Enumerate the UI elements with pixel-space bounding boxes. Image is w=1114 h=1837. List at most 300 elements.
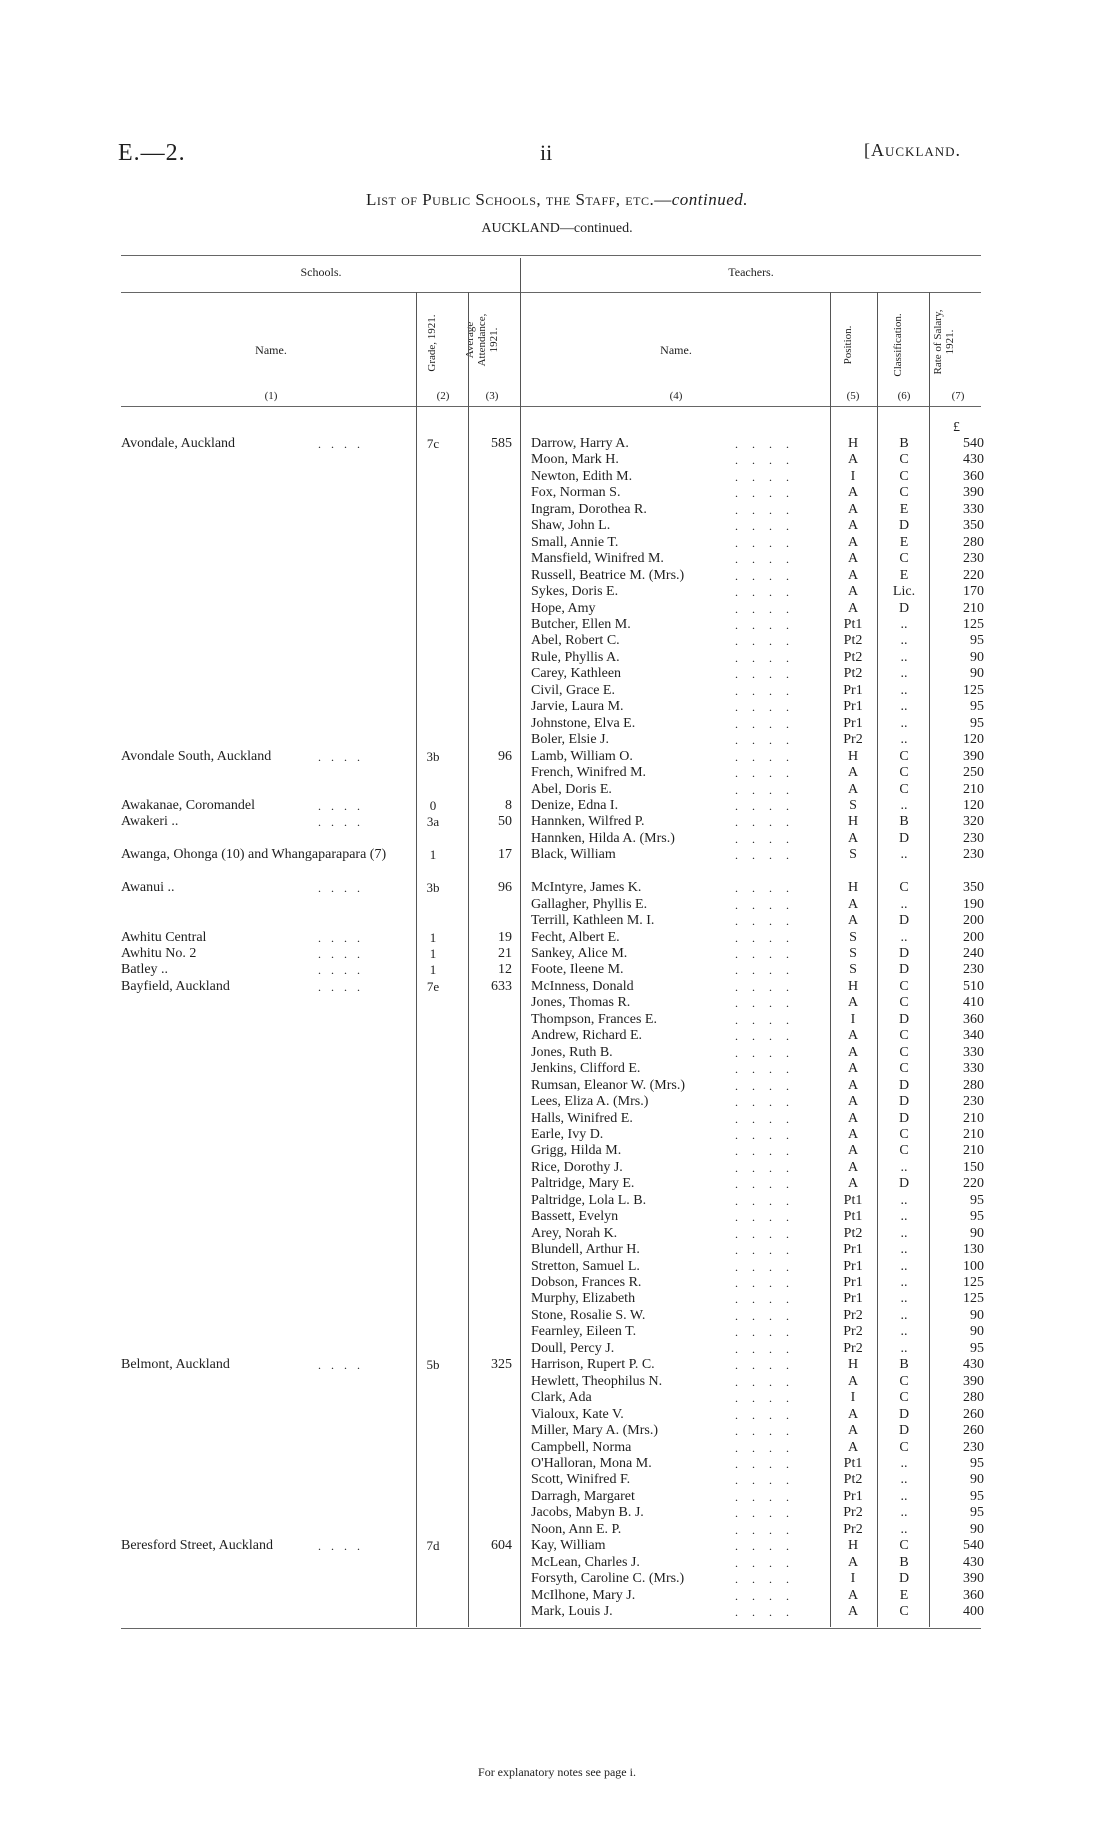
teacher-name: Halls, Winifred E. xyxy=(531,1110,633,1126)
teacher-salary: 95 xyxy=(970,715,984,731)
teacher-classification: D xyxy=(898,1094,910,1109)
teacher-salary: 125 xyxy=(963,1291,984,1307)
teacher-position: A xyxy=(847,781,859,797)
teacher-classification: C xyxy=(899,1044,909,1060)
table-row xyxy=(0,1571,1114,1587)
teacher-name: Kay, William xyxy=(531,1538,606,1554)
table-row xyxy=(0,897,1114,913)
teacher-classification: D xyxy=(898,830,910,846)
table-row xyxy=(0,1176,1114,1192)
teacher-name: Blundell, Arthur H. xyxy=(531,1242,640,1258)
table-row xyxy=(0,1374,1114,1390)
teacher-salary: 125 xyxy=(963,682,984,698)
teacher-salary: 210 xyxy=(963,1110,984,1126)
leader-dots: .... xyxy=(735,1210,803,1225)
teacher-position: A xyxy=(847,1554,859,1570)
teacher-classification: B xyxy=(899,1357,909,1373)
school-name: Awhitu Central xyxy=(121,929,207,945)
teacher-position: A xyxy=(847,1587,859,1603)
table-row xyxy=(0,699,1114,715)
teacher-name: Campbell, Norma xyxy=(531,1439,632,1455)
school-grade: 3b xyxy=(426,748,440,764)
table-row xyxy=(0,1423,1114,1439)
teacher-name: Jarvie, Laura M. xyxy=(531,699,624,715)
teacher-salary: 540 xyxy=(963,436,984,451)
leader-dots: .... xyxy=(735,1506,803,1521)
teacher-classification: .. xyxy=(900,1521,908,1537)
school-attendance: 96 xyxy=(498,880,512,896)
teacher-classification: .. xyxy=(900,929,908,945)
table-row xyxy=(0,913,1114,929)
teacher-classification: C xyxy=(899,781,909,797)
teacher-name: McIntyre, James K. xyxy=(531,880,642,896)
table-row xyxy=(0,568,1114,584)
table-row xyxy=(0,683,1114,699)
teacher-name: Paltridge, Mary E. xyxy=(531,1176,635,1192)
teacher-salary: 95 xyxy=(970,1488,984,1504)
school-name: Avondale, Auckland xyxy=(121,436,236,451)
teacher-salary: 190 xyxy=(963,896,984,912)
teacher-name: Denize, Edna I. xyxy=(531,797,619,813)
teacher-position: Pr1 xyxy=(843,1488,863,1504)
teacher-classification: C xyxy=(899,1439,909,1455)
table-row xyxy=(0,436,1114,452)
teacher-salary: 150 xyxy=(963,1159,984,1175)
teacher-name: Gallagher, Phyllis E. xyxy=(531,896,648,912)
teacher-position: Pr2 xyxy=(843,1505,863,1521)
leader-dots: .... xyxy=(735,650,803,665)
school-grade: 0 xyxy=(429,797,437,813)
leader-dots: .... xyxy=(735,1243,803,1258)
teacher-classification: C xyxy=(899,748,909,764)
teacher-salary: 200 xyxy=(963,929,984,945)
table-row xyxy=(0,962,1114,978)
teacher-name: Newton, Edith M. xyxy=(531,468,633,484)
leader-dots: .... xyxy=(735,1440,803,1455)
teacher-salary: 210 xyxy=(963,600,984,616)
table-row xyxy=(0,1012,1114,1028)
teacher-salary: 240 xyxy=(963,946,984,961)
teacher-name: Russell, Beatrice M. (Mrs.) xyxy=(531,567,685,583)
teacher-classification: C xyxy=(899,978,909,994)
teacher-name: Murphy, Elizabeth xyxy=(531,1291,636,1307)
teacher-classification: .. xyxy=(900,699,908,715)
teacher-salary: 90 xyxy=(970,649,984,665)
teacher-salary: 390 xyxy=(963,485,984,501)
school-attendance: 633 xyxy=(491,978,512,994)
page-subtitle: AUCKLAND—continued. xyxy=(481,221,633,236)
school-attendance: 19 xyxy=(498,929,512,945)
page-number: ii xyxy=(540,140,553,165)
leader-dots: .... xyxy=(318,930,370,945)
teacher-classification: C xyxy=(899,485,909,501)
teacher-name: Boler, Elsie J. xyxy=(531,732,609,748)
teacher-name: Carey, Kathleen xyxy=(531,666,622,682)
leader-dots: .... xyxy=(735,1473,803,1488)
teacher-position: Pr2 xyxy=(843,1521,863,1537)
table-row xyxy=(0,1588,1114,1604)
teacher-position: H xyxy=(847,436,859,451)
teacher-salary: 230 xyxy=(963,1094,984,1109)
leader-dots: .... xyxy=(318,1539,370,1554)
leader-dots: .... xyxy=(318,881,370,896)
teacher-salary: 120 xyxy=(963,797,984,813)
leader-dots: .... xyxy=(735,1588,803,1603)
leader-dots: .... xyxy=(735,782,803,797)
teacher-position: Pr2 xyxy=(843,1340,863,1356)
teacher-position: A xyxy=(847,1077,859,1093)
leader-dots: .... xyxy=(735,815,803,830)
table-row xyxy=(0,1160,1114,1176)
school-grade: 1 xyxy=(429,946,437,961)
teacher-salary: 90 xyxy=(970,666,984,682)
teacher-classification: .. xyxy=(900,1307,908,1323)
teacher-name: Bassett, Evelyn xyxy=(531,1209,619,1225)
school-grade: 1 xyxy=(429,929,437,945)
teacher-position: A xyxy=(847,1110,859,1126)
school-grade: 7d xyxy=(426,1538,440,1554)
table-row xyxy=(0,601,1114,617)
leader-dots: .... xyxy=(735,1407,803,1422)
teacher-classification: C xyxy=(899,1028,909,1044)
table-row xyxy=(0,1143,1114,1159)
leader-dots: .... xyxy=(735,848,803,863)
table-row xyxy=(0,831,1114,847)
teacher-position: H xyxy=(847,814,859,830)
leader-dots: .... xyxy=(735,1341,803,1356)
teacher-position: Pt2 xyxy=(843,649,863,665)
leader-dots: .... xyxy=(735,1456,803,1471)
leader-dots: .... xyxy=(735,1259,803,1274)
teacher-classification: C xyxy=(899,880,909,896)
leader-dots: .... xyxy=(735,568,803,583)
leader-dots: .... xyxy=(735,1308,803,1323)
table-row xyxy=(0,1489,1114,1505)
leader-dots: .... xyxy=(735,947,803,961)
leader-dots: .... xyxy=(735,469,803,484)
table-row xyxy=(0,1407,1114,1423)
school-name: Bayfield, Auckland xyxy=(121,978,230,994)
leader-dots: .... xyxy=(735,1160,803,1175)
teacher-classification: .. xyxy=(900,1258,908,1274)
table-row xyxy=(0,1028,1114,1044)
teacher-name: McInness, Donald xyxy=(531,978,634,994)
leader-dots: .... xyxy=(735,502,803,517)
leader-dots: .... xyxy=(735,1292,803,1307)
teacher-name: Shaw, John L. xyxy=(531,518,611,534)
teacher-name: Ingram, Dorothea R. xyxy=(531,501,647,517)
table-row xyxy=(0,930,1114,946)
teacher-salary: 90 xyxy=(970,1324,984,1340)
teacher-name: Rule, Phyllis A. xyxy=(531,649,620,665)
teacher-classification: Lic. xyxy=(892,584,916,600)
teacher-salary: 280 xyxy=(963,534,984,550)
table-row xyxy=(0,1061,1114,1077)
teacher-salary: 220 xyxy=(963,567,984,583)
table-row xyxy=(0,880,1114,896)
col-num-3: (3) xyxy=(485,390,499,402)
col-num-4: (4) xyxy=(669,390,683,402)
rule-bottom xyxy=(121,1628,981,1629)
teacher-classification: .. xyxy=(900,1455,908,1471)
table-row xyxy=(0,535,1114,551)
leader-dots: .... xyxy=(735,634,803,649)
teacher-position: H xyxy=(847,978,859,994)
table-row xyxy=(0,584,1114,600)
leader-dots: .... xyxy=(735,1012,803,1027)
teacher-name: Doull, Percy J. xyxy=(531,1340,615,1356)
table-row xyxy=(0,732,1114,748)
teacher-position: A xyxy=(847,551,859,567)
teacher-position: A xyxy=(847,1406,859,1422)
teacher-salary: 90 xyxy=(970,1521,984,1537)
table-row xyxy=(0,1226,1114,1242)
table-row xyxy=(0,814,1114,830)
teacher-position: A xyxy=(847,1126,859,1142)
teacher-classification: .. xyxy=(900,1505,908,1521)
table-row xyxy=(0,1357,1114,1373)
teacher-classification: .. xyxy=(900,1340,908,1356)
teacher-position: A xyxy=(847,1176,859,1192)
teacher-salary: 230 xyxy=(963,551,984,567)
table-row xyxy=(0,782,1114,798)
teacher-salary: 230 xyxy=(963,847,984,863)
teacher-position: Pr1 xyxy=(843,699,863,715)
teacher-salary: 280 xyxy=(963,1390,984,1406)
school-grade: 5b xyxy=(426,1357,440,1373)
teacher-classification: C xyxy=(899,1143,909,1159)
teacher-position: Pt1 xyxy=(843,1209,863,1225)
teacher-classification: D xyxy=(898,1571,910,1587)
teacher-classification: B xyxy=(899,814,909,830)
teacher-name: Stone, Rosalie S. W. xyxy=(531,1307,646,1323)
leader-dots: .... xyxy=(735,831,803,846)
teacher-classification: .. xyxy=(900,617,908,632)
teacher-position: H xyxy=(847,748,859,764)
table-row xyxy=(0,1456,1114,1472)
teacher-name: Abel, Doris E. xyxy=(531,781,612,797)
school-name: Awakanae, Coromandel xyxy=(121,797,255,813)
table-row xyxy=(0,1078,1114,1094)
col-num-7: (7) xyxy=(951,390,965,402)
teacher-position: I xyxy=(850,1390,856,1406)
teacher-salary: 130 xyxy=(963,1242,984,1258)
teacher-salary: 430 xyxy=(963,1357,984,1373)
teacher-classification: C xyxy=(899,1061,909,1077)
teacher-name: Civil, Grace E. xyxy=(531,682,615,698)
school-attendance: 50 xyxy=(498,814,512,830)
document-code: E.—2. xyxy=(118,140,186,166)
table-row xyxy=(0,1604,1114,1620)
teacher-salary: 95 xyxy=(970,633,984,649)
teacher-name: Andrew, Richard E. xyxy=(531,1028,643,1044)
leader-dots: .... xyxy=(735,1325,803,1340)
school-attendance: 21 xyxy=(498,946,512,961)
leader-dots: .... xyxy=(735,437,803,451)
leader-dots: .... xyxy=(735,1095,803,1109)
teacher-position: A xyxy=(847,1094,859,1109)
teacher-position: A xyxy=(847,830,859,846)
teacher-classification: D xyxy=(898,1011,910,1027)
table-row xyxy=(0,1127,1114,1143)
teacher-classification: D xyxy=(898,962,910,978)
teacher-position: A xyxy=(847,534,859,550)
teacher-position: A xyxy=(847,1423,859,1438)
leader-dots: .... xyxy=(735,453,803,468)
teacher-name: Black, William xyxy=(531,847,616,863)
teacher-classification: D xyxy=(898,1110,910,1126)
teacher-name: Rumsan, Eleanor W. (Mrs.) xyxy=(531,1077,685,1093)
school-attendance: 17 xyxy=(498,847,512,863)
teacher-classification: E xyxy=(899,534,909,550)
teacher-salary: 360 xyxy=(963,468,984,484)
currency-symbol: £ xyxy=(953,420,960,435)
table-row xyxy=(0,1555,1114,1571)
teacher-name: Miller, Mary A. (Mrs.) xyxy=(531,1423,658,1438)
teacher-position: Pt2 xyxy=(843,633,863,649)
school-attendance: 585 xyxy=(491,436,512,451)
leader-dots: .... xyxy=(735,1177,803,1192)
school-name: Avondale South, Auckland xyxy=(121,748,272,764)
teacher-position: A xyxy=(847,518,859,534)
teacher-name: Fecht, Albert E. xyxy=(531,929,620,945)
school-name: Batley .. xyxy=(121,962,169,978)
table-row xyxy=(0,716,1114,732)
footer-note: For explanatory notes see page i. xyxy=(478,1765,636,1779)
col-num-5: (5) xyxy=(846,390,860,402)
leader-dots: .... xyxy=(735,963,803,978)
col-school-name: Name. xyxy=(255,343,287,357)
table-row xyxy=(0,551,1114,567)
leader-dots: .... xyxy=(735,1391,803,1406)
teacher-name: Mark, Louis J. xyxy=(531,1604,613,1619)
teacher-position: A xyxy=(847,1373,859,1389)
teacher-name: Grigg, Hilda M. xyxy=(531,1143,622,1159)
school-grade: 3b xyxy=(426,880,440,896)
col-num-1: (1) xyxy=(264,390,278,402)
table-row xyxy=(0,1209,1114,1225)
teacher-name: Paltridge, Lola L. B. xyxy=(531,1192,647,1208)
table-row xyxy=(0,469,1114,485)
table-row xyxy=(0,633,1114,649)
table-row xyxy=(0,1308,1114,1324)
teacher-salary: 340 xyxy=(963,1028,984,1044)
leader-dots: .... xyxy=(735,733,803,748)
teacher-name: Earle, Ivy D. xyxy=(531,1126,604,1142)
teacher-name: Scott, Winifred F. xyxy=(531,1472,631,1488)
teacher-position: A xyxy=(847,1159,859,1175)
leader-dots: .... xyxy=(735,1358,803,1373)
col-classification: Classification. xyxy=(892,313,904,377)
teacher-salary: 170 xyxy=(963,584,984,600)
teacher-classification: C xyxy=(899,1373,909,1389)
school-name: Awanga, Ohonga (10) and Whangaparapara (7) xyxy=(121,847,387,863)
teacher-classification: C xyxy=(899,1538,909,1554)
col-num-2: (2) xyxy=(436,390,450,402)
col-grade: Grade, 1921. xyxy=(426,314,438,372)
teacher-name: Sykes, Doris E. xyxy=(531,584,619,600)
teacher-name: Hope, Amy xyxy=(531,600,596,616)
leader-dots: .... xyxy=(735,1276,803,1290)
teacher-classification: .. xyxy=(900,682,908,698)
table-row xyxy=(0,1505,1114,1521)
teacher-position: Pt2 xyxy=(843,666,863,682)
teacher-name: Vialoux, Kate V. xyxy=(531,1406,624,1422)
teacher-name: Fearnley, Eileen T. xyxy=(531,1324,637,1340)
table-row xyxy=(0,452,1114,468)
teacher-classification: D xyxy=(898,1077,910,1093)
leader-dots: .... xyxy=(735,519,803,534)
teacher-name: McLean, Charles J. xyxy=(531,1554,640,1570)
teacher-position: Pr1 xyxy=(843,1275,863,1290)
col-attendance: Average Attendance, 1921. xyxy=(464,313,500,367)
teacher-position: S xyxy=(849,946,857,961)
leader-dots: .... xyxy=(735,766,803,780)
table-row xyxy=(0,1324,1114,1340)
school-attendance: 12 xyxy=(498,962,512,978)
teacher-classification: C xyxy=(899,995,909,1011)
teacher-name: Lamb, William O. xyxy=(531,748,633,764)
teacher-salary: 390 xyxy=(963,748,984,764)
teacher-salary: 95 xyxy=(970,1455,984,1471)
table-row xyxy=(0,485,1114,501)
teacher-name: Jones, Thomas R. xyxy=(531,995,631,1011)
leader-dots: .... xyxy=(735,585,803,600)
teacher-position: I xyxy=(850,1571,856,1587)
teacher-classification: .. xyxy=(900,1225,908,1241)
teacher-name: Stretton, Samuel L. xyxy=(531,1258,640,1274)
teacher-position: A xyxy=(847,1028,859,1044)
teacher-classification: E xyxy=(899,567,909,583)
leader-dots: .... xyxy=(735,1555,803,1570)
leader-dots: .... xyxy=(735,667,803,682)
teacher-position: Pr1 xyxy=(843,1242,863,1258)
teacher-classification: .. xyxy=(900,715,908,731)
leader-dots: .... xyxy=(735,1522,803,1537)
teacher-position: A xyxy=(847,1044,859,1060)
teacher-position: Pr1 xyxy=(843,1258,863,1274)
teacher-position: A xyxy=(847,896,859,912)
teacher-salary: 230 xyxy=(963,962,984,978)
leader-dots: .... xyxy=(735,618,803,632)
school-grade: 7e xyxy=(426,978,440,994)
teacher-classification: .. xyxy=(900,1472,908,1488)
teacher-classification: .. xyxy=(900,732,908,748)
table-row xyxy=(0,1538,1114,1554)
teacher-salary: 200 xyxy=(963,913,984,929)
teacher-name: Jacobs, Mabyn B. J. xyxy=(531,1505,644,1521)
teacher-classification: .. xyxy=(900,1324,908,1340)
school-name: Awanui .. xyxy=(121,880,175,896)
teacher-salary: 220 xyxy=(963,1176,984,1192)
teacher-classification: .. xyxy=(900,847,908,863)
teacher-name: Jenkins, Clifford E. xyxy=(531,1061,641,1077)
table-row xyxy=(0,666,1114,682)
school-grade: 7c xyxy=(426,436,440,451)
teacher-position: A xyxy=(847,567,859,583)
teacher-classification: .. xyxy=(900,1192,908,1208)
leader-dots: .... xyxy=(735,1374,803,1389)
leader-dots: .... xyxy=(735,979,803,994)
teacher-classification: D xyxy=(898,1176,910,1192)
leader-dots: .... xyxy=(735,535,803,550)
teacher-name: Arey, Norah K. xyxy=(531,1225,618,1241)
teacher-salary: 390 xyxy=(963,1373,984,1389)
teacher-position: Pr2 xyxy=(843,1324,863,1340)
teacher-name: Abel, Robert C. xyxy=(531,633,620,649)
col-num-6: (6) xyxy=(897,390,911,402)
teacher-salary: 90 xyxy=(970,1472,984,1488)
